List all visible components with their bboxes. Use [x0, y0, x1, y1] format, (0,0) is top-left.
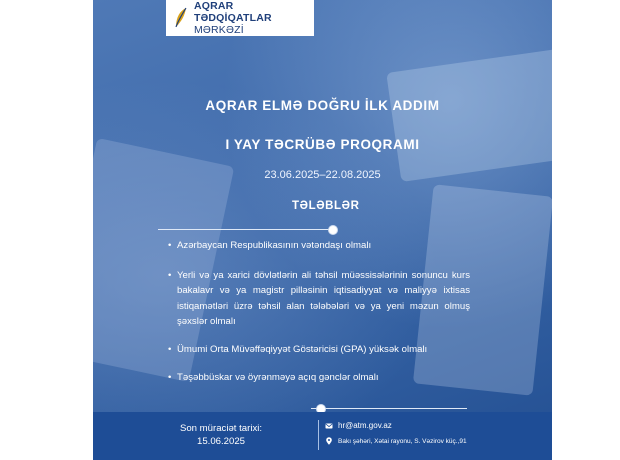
requirements-heading: TƏLƏBLƏR — [292, 200, 360, 212]
deadline-label: Son müraciət tarixi: — [179, 423, 263, 434]
footer-separator — [318, 420, 319, 450]
divider-top — [158, 229, 332, 230]
location-pin-icon — [325, 437, 333, 445]
program-title: AQRAR ELMƏ DOĞRU İLK ADDIM — [205, 98, 440, 113]
logo — [166, 0, 314, 36]
contact-address — [325, 437, 467, 445]
deadline-block — [171, 422, 271, 448]
deadline-date: 15.06.2025 — [196, 436, 245, 447]
contact-email[interactable] — [325, 421, 392, 430]
footer-bar — [93, 412, 552, 460]
logo-line-1: AQRAR TƏDQİQATLAR — [193, 0, 272, 24]
internship-poster — [93, 0, 552, 460]
requirement-item: • Ümumi Orta Müvəffəqiyyət Göstəricisi (GPA) yüksək olmalı — [168, 342, 470, 358]
logo-line-2: MƏRKƏZİ — [193, 24, 244, 36]
wheat-leaf-icon — [174, 7, 188, 29]
envelope-icon — [325, 422, 333, 430]
requirement-item: • Təşəbbüskar və öyrənməyə açıq gənclər olmalı — [168, 370, 470, 386]
background-photo-laptop — [386, 48, 552, 182]
email-text[interactable]: hr@atm.gov.az — [338, 421, 392, 430]
logo-text — [194, 0, 314, 36]
requirement-item: • Azərbaycan Respublikasının vətəndaşı olmalı — [168, 238, 470, 254]
requirement-item: • Yerli və ya xarici dövlətlərin ali təhsil müəssisələrinin sonuncu kurs bakalavr və ya magistr pilləsinin iqtisadiyyat və maliyyə ixtisas istiqamətləri üzrə təhsil alan tələbələri və ya yeni məzun olmuş şəxslər olmalı — [168, 268, 470, 330]
divider-bottom — [311, 408, 467, 409]
requirements-list — [168, 238, 470, 386]
address-text: Bakı şəhəri, Xətai rayonu, S. Vəzirov küç.,91 — [338, 437, 467, 445]
program-subtitle: I YAY TƏCRÜBƏ PROQRAMI — [225, 137, 420, 152]
program-dates: 23.06.2025–22.08.2025 — [264, 169, 381, 181]
divider-dot-top — [328, 225, 338, 235]
